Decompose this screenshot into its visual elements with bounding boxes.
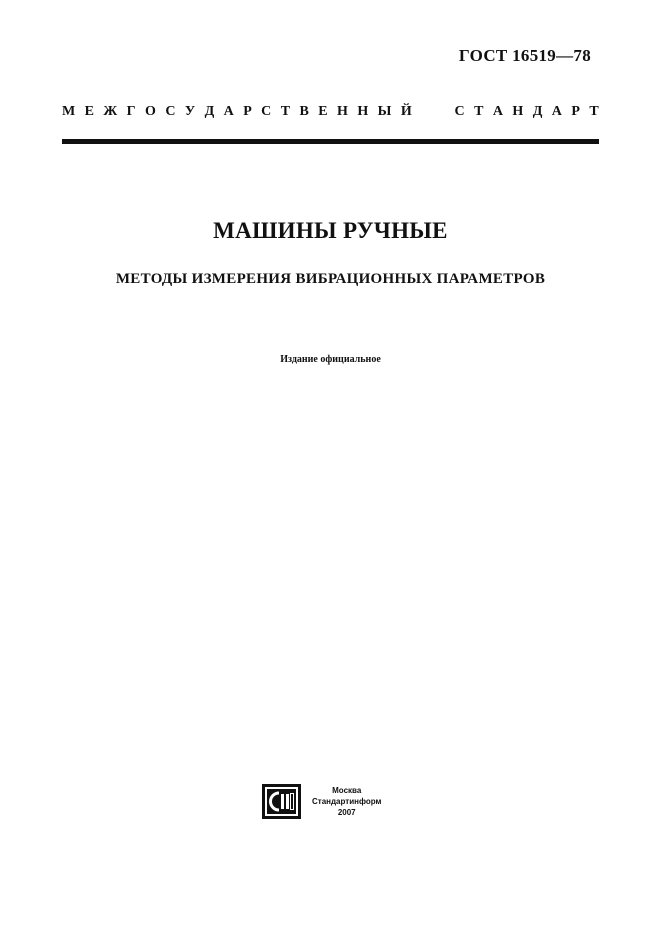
heading-letter: В: [299, 104, 309, 119]
publisher-block: [262, 784, 381, 819]
heading-letter: О: [145, 104, 156, 119]
heading-letter: А: [223, 104, 234, 119]
heading-letter: Н: [337, 104, 348, 119]
heading-letter: Р: [243, 104, 252, 119]
publisher-text: [312, 785, 381, 818]
heading-letter: Т: [280, 104, 291, 119]
publisher-name: Стандартинформ: [312, 797, 382, 806]
heading-letter: Д: [532, 104, 543, 119]
heading-letter: М: [62, 104, 76, 119]
heading-letter: Г: [126, 104, 136, 119]
publisher-city: Москва: [332, 786, 362, 795]
edition-note: Издание официальное: [280, 354, 381, 365]
heading-letter: Е: [318, 104, 328, 119]
gost-number: ГОСТ 16519—78: [458, 46, 591, 65]
heading-letter: Й: [400, 104, 412, 119]
header-rule: [62, 139, 599, 144]
heading-letter: С: [165, 104, 176, 119]
heading-letter: Е: [84, 104, 94, 119]
heading-letter: Т: [589, 104, 599, 119]
heading-letter: Н: [357, 104, 369, 119]
heading-letter: Р: [571, 104, 580, 119]
document-title: МАШИНЫ РУЧНЫЕ: [213, 218, 448, 243]
standard-type-heading: [62, 104, 599, 120]
heading-letter: Н: [512, 104, 524, 119]
heading-letter: Д: [204, 104, 215, 119]
publisher-year: 2007: [337, 808, 356, 817]
heading-letter: Т: [474, 104, 484, 119]
heading-letter: Ж: [103, 104, 118, 119]
heading-letter: А: [492, 104, 503, 119]
heading-letter: У: [184, 104, 196, 119]
document-subtitle: МЕТОДЫ ИЗМЕРЕНИЯ ВИБРАЦИОННЫХ ПАРАМЕТРОВ: [115, 271, 546, 287]
heading-letter: А: [551, 104, 562, 119]
heading-letter: С: [261, 104, 272, 119]
heading-word-gap: [421, 104, 445, 120]
standartinform-logo-icon: [262, 784, 301, 819]
heading-letter: Ы: [377, 104, 392, 119]
heading-letter: С: [454, 104, 465, 119]
